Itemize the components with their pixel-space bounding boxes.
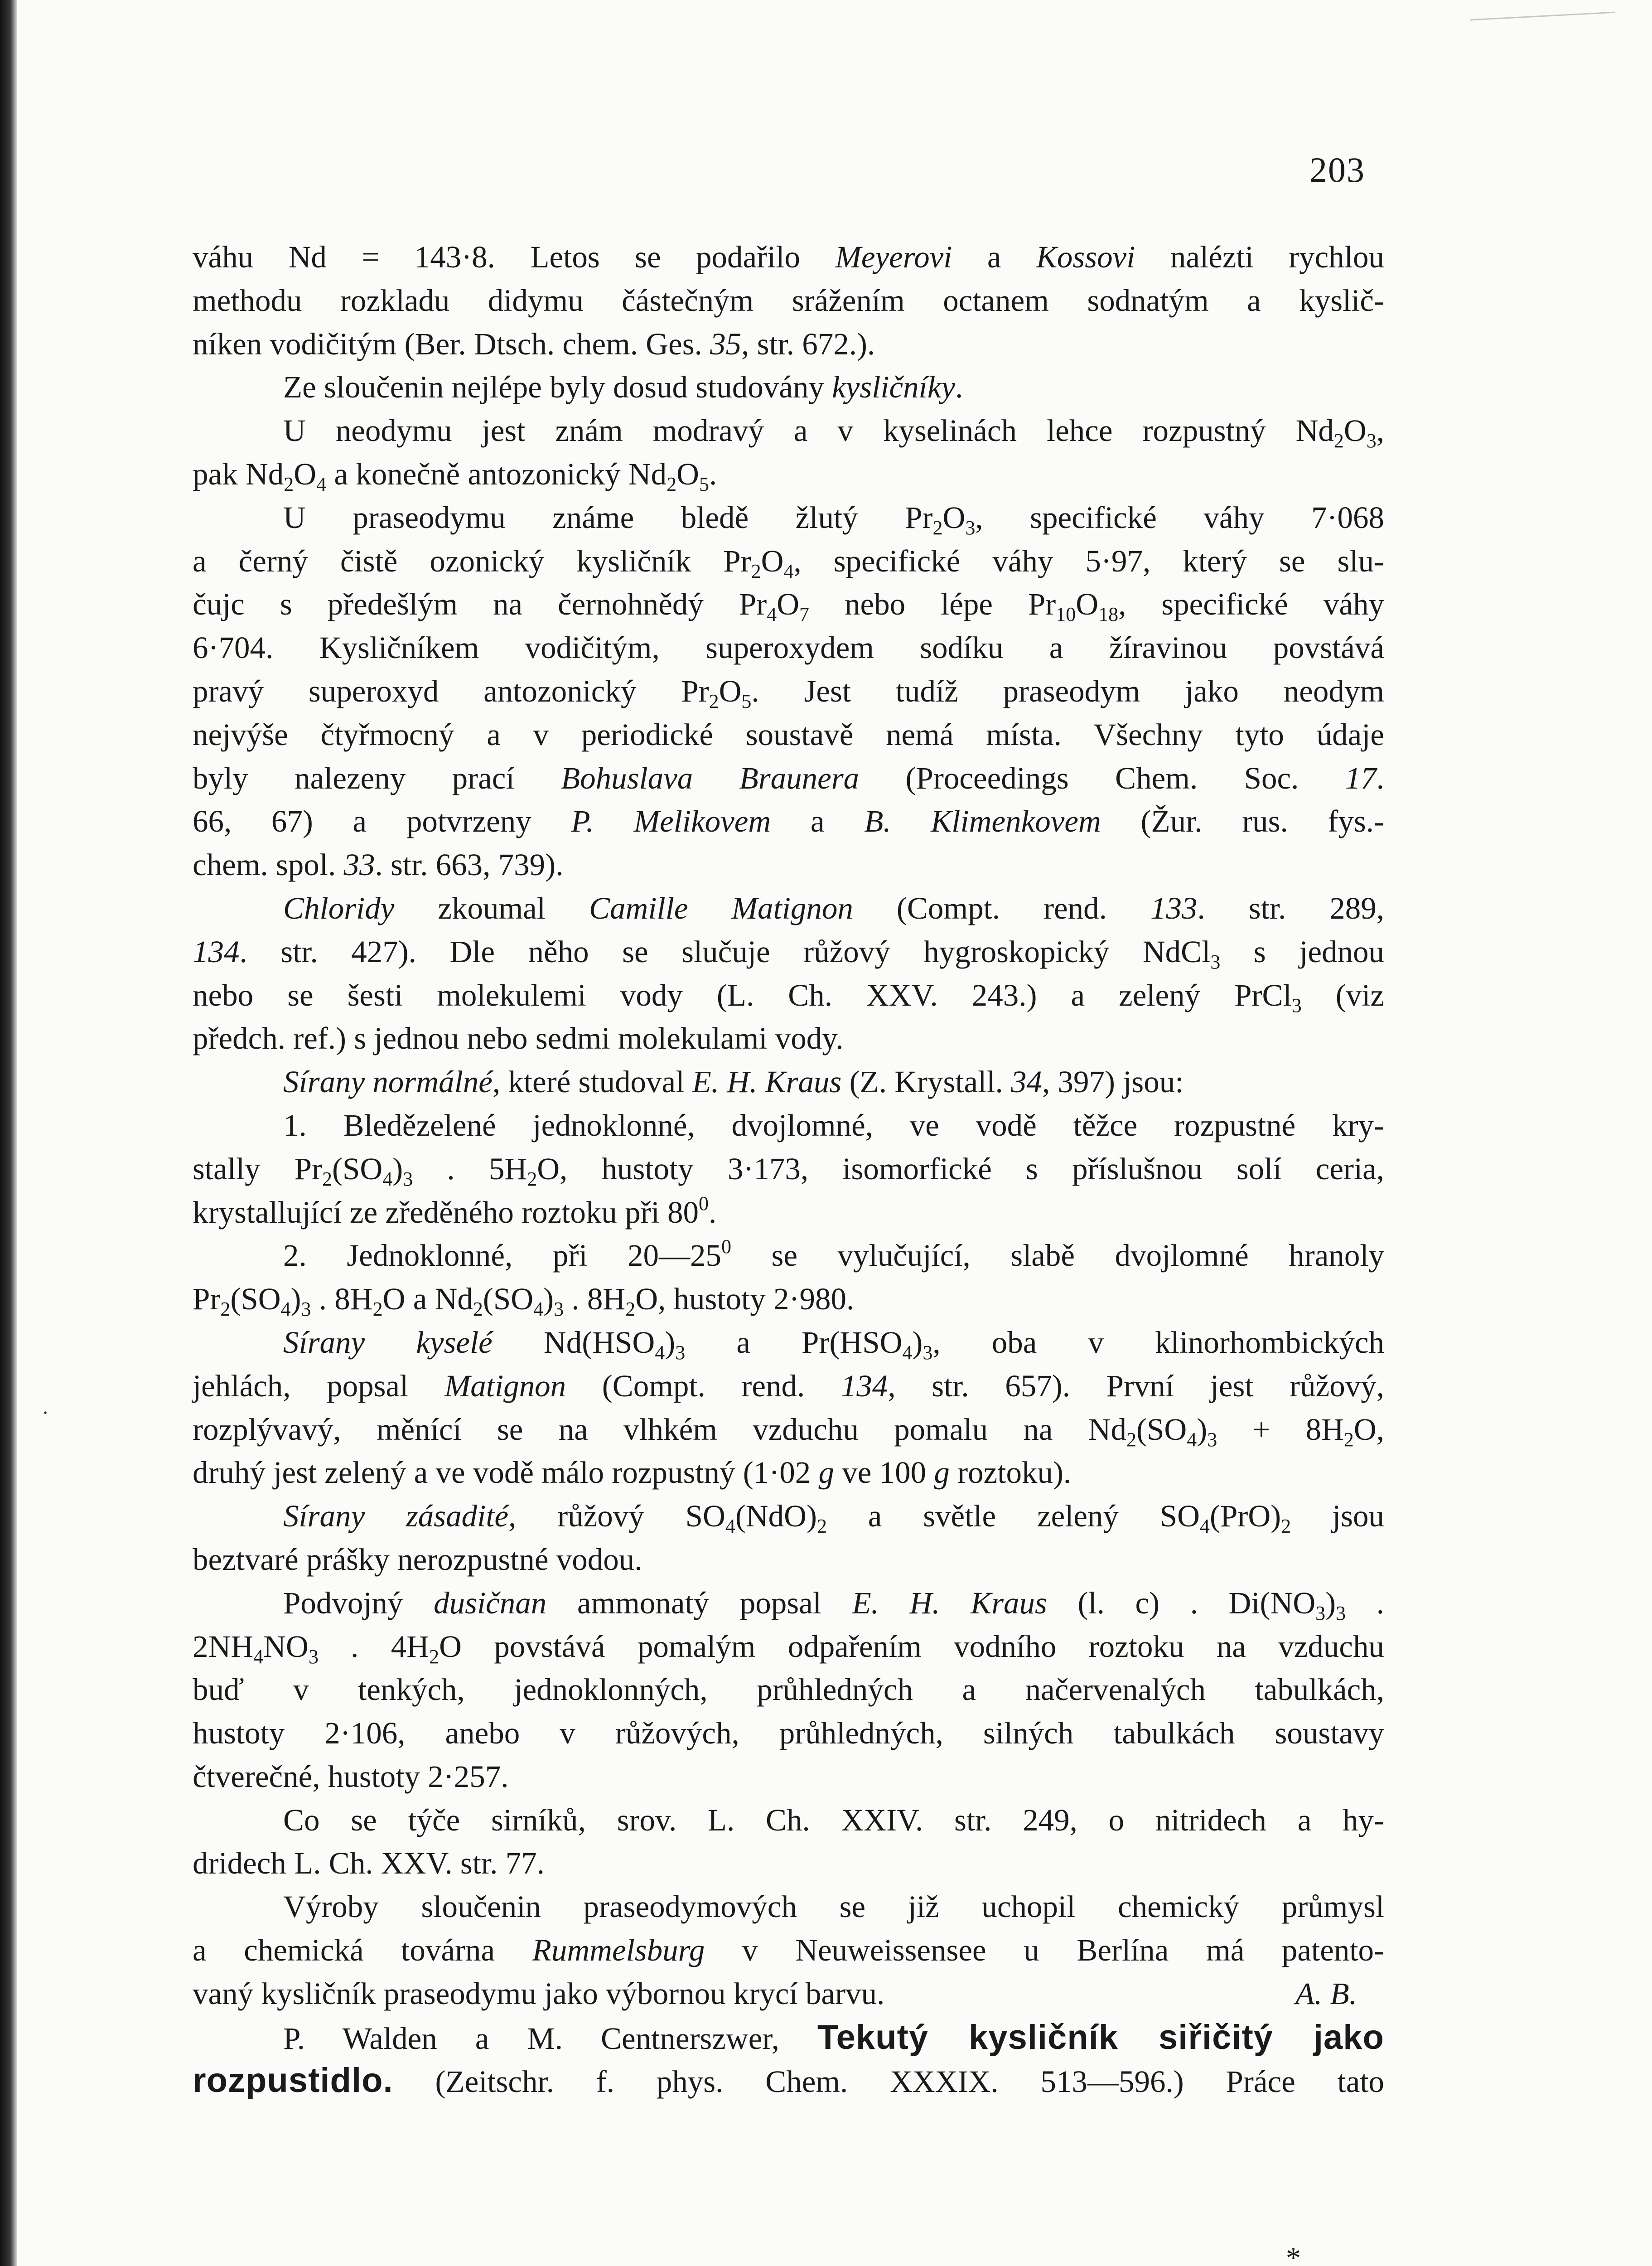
paragraph <box>193 1321 1384 1495</box>
paragraph <box>193 1495 1384 1582</box>
paragraph <box>193 236 1384 366</box>
paragraph <box>193 1885 1384 2015</box>
text-line: níken vodičitým (Ber. Dtsch. chem. Ges. 35, str. 672.). <box>193 326 875 361</box>
text-line: váhu Nd = 143·8. Letos se podařilo Meyerovi a Kossovi nalézti rychlou <box>193 240 1384 274</box>
text-line: $2NH_4NO_3$ . $4H_2O$ povstává pomalým odpařením vodního roztoku na vzduchu <box>193 1629 1384 1668</box>
text-line: Sírany zásadité, růžový $SO_4(NdO)_2$ a světle zelený $SO_4(PrO)_2$ jsou <box>283 1499 1384 1538</box>
text-line: pravý superoxyd antozonický $Pr_2O_5$. Jest tudíž praseodym jako neodym <box>193 673 1384 712</box>
body-text <box>193 236 1384 2102</box>
text-line: methodu rozkladu didymu částečným srážením octanem sodnatým a kyslič- <box>193 283 1384 318</box>
scan-edge-left <box>0 0 17 2266</box>
text-line: 6·704. Kysličníkem vodičitým, superoxydem sodíku a žíravinou povstává <box>193 630 1384 665</box>
scan-corner-mark <box>1470 12 1617 48</box>
text-line: nebo se šesti molekulemi vody (L. Ch. XXV. 243.) a zelený PrCl$_3$ (viz <box>193 978 1384 1017</box>
text-line: stally $Pr_2(SO_4)_3$ . $5H_2O$, hustoty 3·173, isomorfické s příslušnou solí ceria, <box>193 1151 1384 1190</box>
footnote-mark: * <box>1286 2242 1301 2266</box>
text-line: U neodymu jest znám modravý a v kyselinách lehce rozpustný $Nd_2O_3$, <box>283 413 1384 452</box>
text-line: rozpustidlo. (Zeitschr. f. phys. Chem. XXXIX. 513—596.) Práce tato <box>193 2061 1384 2100</box>
text-line: 66, 67) a potvrzeny P. Melikovem a B. Klimenkovem (Žur. rus. fys.- <box>193 804 1384 839</box>
text-line: byly nalezeny prací Bohuslava Braunera (Proceedings Chem. Soc. 17. <box>193 760 1384 795</box>
paragraph <box>193 409 1384 496</box>
text-line: dridech L. Ch. XXV. str. 77. <box>193 1846 545 1881</box>
author-signature: A. B. <box>1295 1976 1357 2011</box>
paragraph <box>193 366 1384 409</box>
text-line: 1. Bledězelené jednoklonné, dvojlomné, ve vodě těžce rozpustné kry- <box>283 1108 1384 1143</box>
text-line: jehlách, popsal Matignon (Compt. rend. 134, str. 657). První jest růžový, <box>193 1368 1384 1403</box>
text-line: P. Walden a M. Centnerszwer, Tekutý kysličník siřičitý jako <box>283 2018 1384 2057</box>
text-line: Co se týče sirníků, srov. L. Ch. XXIV. str. 249, o nitridech a hy- <box>283 1802 1384 1837</box>
text-line: chem. spol. 33. str. 663, 739). <box>193 847 564 882</box>
text-line: Chloridy zkoumal Camille Matignon (Compt. rend. 133. str. 289, <box>283 891 1384 925</box>
paragraph <box>193 496 1384 887</box>
paragraph <box>193 1582 1384 1799</box>
text-line: U praseodymu známe bledě žlutý $Pr_2O_3$, specifické váhy 7·068 <box>283 500 1384 539</box>
text-line: vaný kysličník praseodymu jako výbornou krycí barvu. A. B. <box>193 1972 1384 2016</box>
page-number: 203 <box>1309 150 1365 189</box>
paragraph <box>193 1060 1384 1104</box>
text-line: pak $Nd_2O_4$ a konečně antozonický $Nd_2O_5$. <box>193 456 717 495</box>
text-line: Podvojný dusičnan ammonatý popsal E. H. Kraus (l. c) . $Di(NO_3)_3$ . <box>283 1585 1384 1624</box>
paragraph <box>193 1234 1384 1321</box>
text-line: buď v tenkých, jednoklonných, průhledných a načervenalých tabulkách, <box>193 1672 1384 1707</box>
text-line: čujc s předešlým na černohnědý $Pr_4O_7$ nebo lépe $Pr_{10}O_{18}$, specifické váhy <box>193 587 1384 626</box>
text-line: 2. Jednoklonné, při $20—25^0$ se vylučující, slabě dvojlomné hranoly <box>283 1235 1385 1273</box>
paragraph <box>193 887 1384 1060</box>
text-line: rozplývavý, měnící se na vlhkém vzduchu pomalu na $Nd_2(SO_4)_3 + 8H_2O$, <box>193 1412 1384 1451</box>
paragraph <box>193 1104 1384 1234</box>
text-line: krystallující ze zředěného roztoku při $80^0$. <box>193 1192 717 1230</box>
paragraph <box>193 1799 1384 1886</box>
text-line: nejvýše čtyřmocný a v periodické soustavě nemá místa. Všechny tyto údaje <box>193 717 1384 752</box>
text-line: beztvaré prášky nerozpustné vodou. <box>193 1542 642 1577</box>
paragraph <box>193 2016 1384 2103</box>
scan-speck: · <box>42 1401 49 1425</box>
text-line: a chemická továrna Rummelsburg v Neuweissensee u Berlína má patento- <box>193 1933 1384 1968</box>
text-line: a černý čistě ozonický kysličník $Pr_2O_4$, specifické váhy 5·97, který se slu- <box>193 543 1384 582</box>
text-line: $Pr_2(SO_4)_3$ . $8H_2O$ a $Nd_2(SO_4)_3$ . $8H_2O$, hustoty 2·980. <box>193 1282 855 1321</box>
text-line: hustoty 2·106, anebo v růžových, průhledných, silných tabulkách soustavy <box>193 1716 1384 1751</box>
text-line: předch. ref.) s jednou nebo sedmi molekulami vody. <box>193 1021 844 1056</box>
text-line: čtverečné, hustoty 2·257. <box>193 1759 509 1794</box>
text-line: Ze sloučenin nejlépe byly dosud studovány kysličníky. <box>283 370 963 405</box>
text-line: 134. str. 427). Dle něho se slučuje růžový hygroskopický NdCl$_3$ s jednou <box>193 934 1384 973</box>
text-line: druhý jest zelený a ve vodě málo rozpustný (1·02 g ve 100 g roztoku). <box>193 1455 1072 1490</box>
text-line: Sírany kyselé $Nd(HSO_4)_3$ a $Pr(HSO_4)_3$, oba v klinorhombických <box>283 1325 1384 1364</box>
text-line: Sírany normálné, které studoval E. H. Kraus (Z. Krystall. 34, 397) jsou: <box>283 1065 1184 1099</box>
text-line: Výroby sloučenin praseodymových se již uchopil chemický průmysl <box>283 1889 1384 1924</box>
